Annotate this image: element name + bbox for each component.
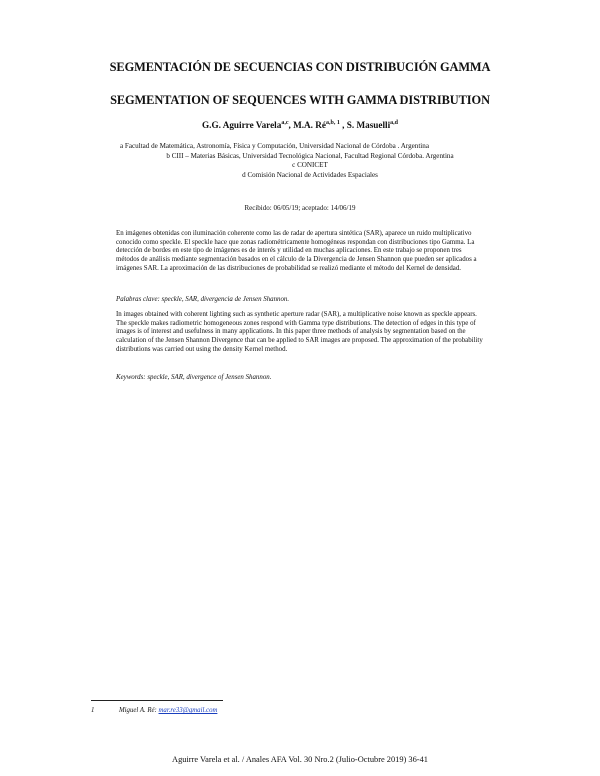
- affiliation-b: b CIII – Materias Básicas, Universidad Tecnológica Nacional, Facultad Regional Córdoba. Argentina: [166, 151, 454, 160]
- footnote-divider: [91, 700, 223, 701]
- footnote: [91, 707, 217, 714]
- affiliation-a: a Facultad de Matemática, Astronomía, Física y Computación, Universidad Nacional de Córdoba . Argentina: [120, 142, 429, 150]
- abstract-spanish: En imágenes obtenidas con iluminación coherente como las de radar de apertura sintética (SAR), aparece un ruido multiplicativo conocido como speckle. El speckle hace que zonas radiométricamente homogéneas respondan con distribuciones tipo Gamma. La detección de bordes en este tipo de imágenes es de interés y utilidad en muchas aplicaciones. En este trabajo se proponen tres métodos de análisis mediante segmentación basados en el cálculo de la Divergencia de Jensen Shannon que pueden ser aplicados a imágenes SAR. La aproximación de las distribuciones de probabilidad se realizó mediante el método del Kernel de densidad.: [116, 230, 477, 272]
- author-separator: ,: [288, 120, 294, 130]
- title-english: SEGMENTATION OF SEQUENCES WITH GAMMA DISTRIBUTION: [110, 93, 490, 107]
- affiliation-d: d Comisión Nacional de Actividades Espaciales: [242, 170, 378, 179]
- page-footer-citation: Aguirre Varela et al. / Anales AFA Vol. 30 Nro.2 (Julio-Octubre 2019) 36-41: [172, 755, 428, 764]
- author-name: M.A. Ré: [293, 120, 326, 130]
- footnote-email-link[interactable]: mar.re33@gmail.com: [158, 707, 218, 714]
- keywords-english: Keywords: speckle, SAR, divergence of Jensen Shannon.: [116, 374, 272, 381]
- author-affiliation-marker: a,b, 1: [326, 120, 340, 126]
- received-dates: Recibido: 06/05/19; aceptado: 14/06/19: [244, 204, 356, 212]
- keywords-spanish: Palabras clave: speckle, SAR, divergencia de Jensen Shannon.: [116, 296, 290, 303]
- footnote-text: Miguel A. Ré:: [119, 707, 159, 714]
- author-name: S. Masuelli: [346, 120, 391, 130]
- footnote-number: 1: [91, 707, 95, 714]
- author-affiliation-marker: a,c: [281, 120, 289, 126]
- title-spanish: SEGMENTACIÓN DE SECUENCIAS CON DISTRIBUCIÓN GAMMA: [109, 60, 491, 74]
- author-list: [0, 120, 600, 130]
- abstract-english: In images obtained with coherent lighting such as synthetic aperture radar (SAR), a multiplicative noise known as speckle appears. The speckle makes radiometric homogeneous zones respond with Gamma type distributions. The detection of edges in this type of images is of interest and usefulness in many applications. In this paper three methods of analysis by segmentation based on the calculation of the Jensen Shannon Divergence that can be applied to SAR images are proposed. The approximation of the probability distributions was carried out using the density Kernel method.: [116, 311, 483, 353]
- affiliations: [120, 142, 500, 180]
- author-separator: ,: [339, 120, 347, 130]
- author-name: G.G. Aguirre Varela: [202, 120, 282, 130]
- author-affiliation-marker: a,d: [390, 120, 398, 126]
- affiliation-c: c CONICET: [292, 161, 328, 170]
